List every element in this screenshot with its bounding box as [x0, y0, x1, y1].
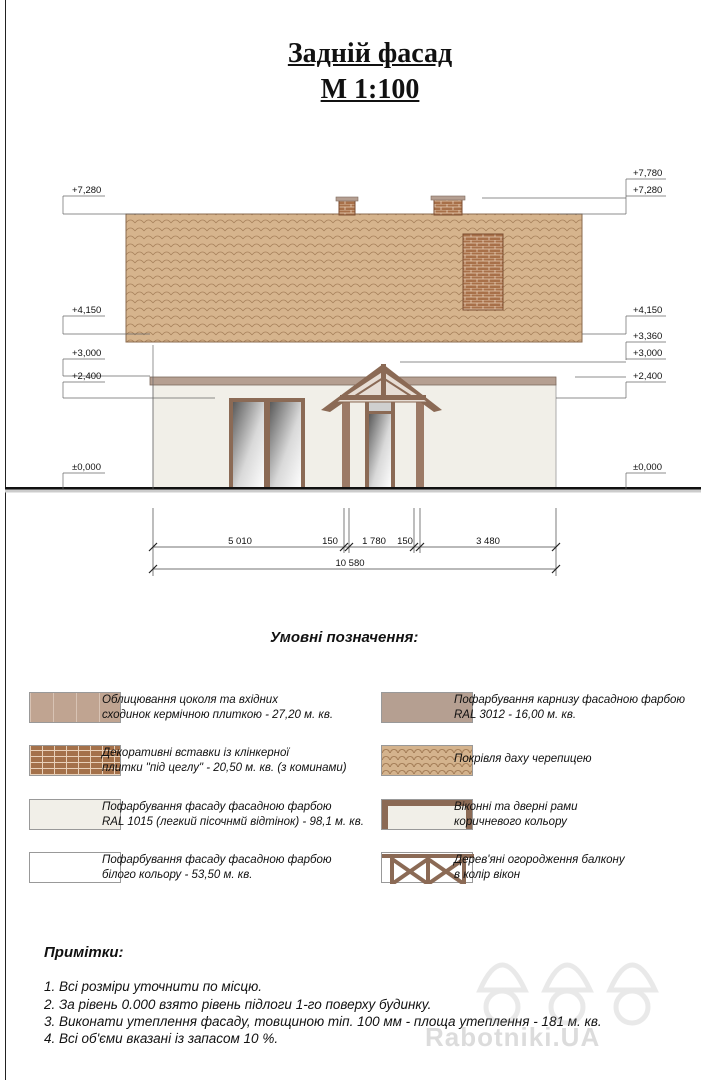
level-left-3: +3,000: [72, 348, 102, 359]
level-left-4: +2,400: [72, 371, 102, 382]
legend-text-2: [102, 746, 347, 776]
level-right-6: +2,400: [633, 371, 663, 382]
dimension-5: 3 480: [476, 536, 500, 547]
legend-text-5: [454, 693, 685, 723]
legend-text-7: [454, 800, 578, 830]
legend-text-1: [102, 693, 333, 723]
legend-text-line2: RAL 1015 (легкий пісочнмй відтінок) - 98,1 м. кв.: [102, 816, 364, 828]
chimney-right: [434, 199, 462, 215]
dimension-1: 5 010: [228, 536, 252, 547]
level-left-2: +4,150: [72, 305, 102, 316]
drawing-title: Задній фасад: [287, 38, 453, 69]
eave-cornice: [150, 377, 556, 385]
legend-text-line1: Дерев'яні огородження балкону: [454, 854, 625, 866]
legend-title: Умовні позначення:: [270, 629, 419, 646]
note-2: 2. За рівень 0.000 взято рівень підлоги 1-го поверху будинку.: [44, 997, 432, 1012]
legend-text-line2: в колір вікон: [454, 869, 521, 881]
legend-text-line1: Пофарбування фасаду фасадною фарбою: [102, 854, 332, 866]
level-left-1: +7,280: [72, 185, 102, 196]
legend-text-line2: сходинок кермічною плиткою - 27,20 м. кв.: [102, 709, 334, 721]
level-right-3: +4,150: [633, 305, 663, 316]
legend-text-line2: RAL 3012 - 16,00 м. кв.: [454, 709, 577, 721]
level-right-1: +7,780: [633, 168, 663, 179]
level-right-4: +3,360: [633, 331, 663, 342]
legend-text-line1: Декоративні вставки із клінкерної: [102, 747, 289, 759]
level-right-5: +3,000: [633, 348, 663, 359]
legend-text-line1: Покрівля даху черепицею: [454, 753, 592, 765]
legend-text-line1: Віконні та дверні рами: [454, 801, 578, 813]
chimney-left: [339, 200, 355, 215]
level-left-5: ±0,000: [72, 462, 101, 473]
dimension-2: 150: [322, 536, 338, 547]
legend-text-8: [454, 853, 625, 883]
note-1: 1. Всі розміри уточнити по місцю.: [44, 979, 263, 994]
legend-text-line1: Пофарбування карнизу фасадною фарбою: [454, 694, 686, 706]
dimension-total: 10 580: [335, 558, 365, 569]
level-right-2: +7,280: [633, 185, 663, 196]
legend-text-6: [454, 752, 591, 767]
note-3: 3. Виконати утеплення фасаду, товщиною тіп. 100 мм - площа утеплення - 181 м. кв.: [44, 1014, 602, 1029]
dimension-3: 1 780: [362, 536, 386, 547]
roof: [126, 214, 582, 342]
legend-text-line1: Облицювання цоколя та вхідних: [102, 694, 278, 706]
legend-text-line2: білого кольору - 53,50 м. кв.: [102, 869, 253, 881]
level-right-7: ±0,000: [633, 462, 662, 473]
note-4: 4. Всі об'єми вказані із запасом 10 %.: [44, 1031, 279, 1046]
drawing-scale: М 1:100: [320, 74, 420, 105]
legend-text-line2: плитки "під цеглу" - 20,50 м. кв. (з коминами): [102, 762, 347, 774]
notes-title: Примітки:: [44, 944, 124, 961]
legend-text-line1: Пофарбування фасаду фасадною фарбою: [102, 801, 332, 813]
dimension-4: 150: [397, 536, 413, 547]
window-left: [229, 398, 305, 490]
legend-text-line2: коричневого кольору: [454, 816, 567, 828]
watermark-text: Rabotniki.UA: [425, 1022, 601, 1052]
roof-brick-insert: [463, 234, 503, 310]
legend-text-4: [102, 853, 332, 883]
legend-text-3: [102, 800, 364, 830]
